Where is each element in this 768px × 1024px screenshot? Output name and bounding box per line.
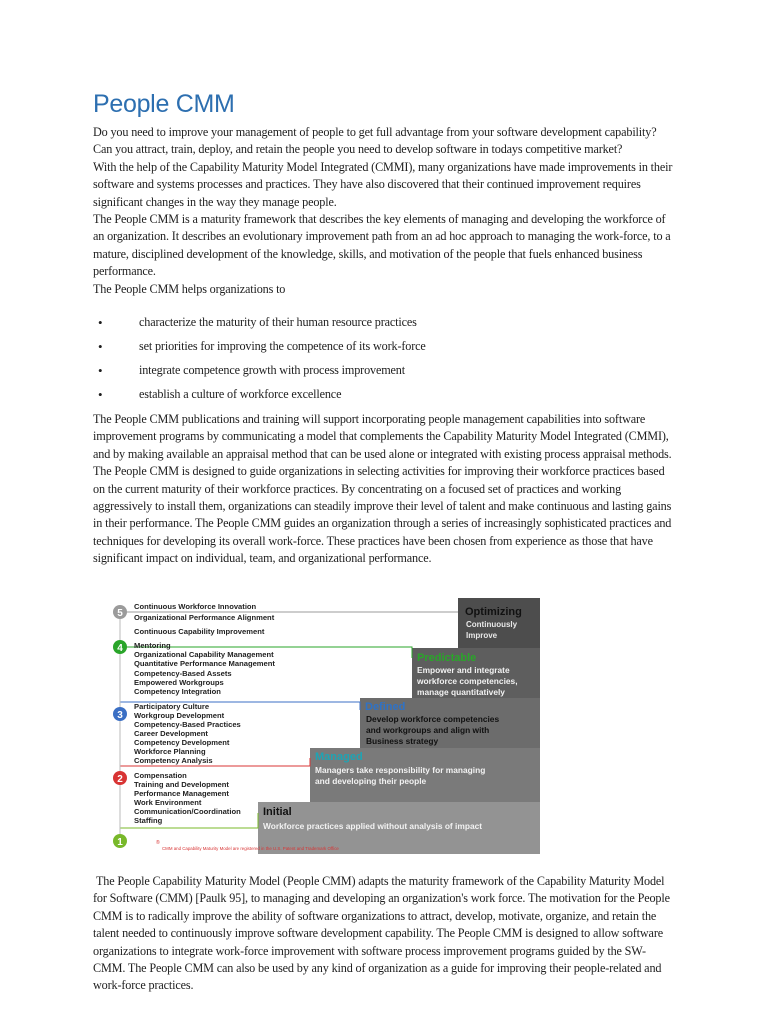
- level-desc: Workforce practices applied without analysis of impact: [263, 821, 483, 831]
- practice-item: Empowered Workgroups: [134, 678, 224, 687]
- practice-item: Work Environment: [134, 798, 202, 807]
- bullet-item: • establish a culture of workforce excellence: [93, 386, 673, 410]
- practice-item: Training and Development: [134, 780, 229, 789]
- practice-item: Mentoring: [134, 641, 171, 650]
- practice-item: Performance Management: [134, 789, 229, 798]
- paragraph: The People CMM is designed to guide organizations in selecting activities for improving their workforce practices based on the current maturity of their workforce practices. By concentrating on a focused set of practices and working aggressively to install them, organizations can steadily improve their level of talent and make continuous and lasting gains in their performance. The People CMM guides an organization through a series of increasingly sophisticated practices and techniques for developing its overall work-force. These practices have been chosen from experience as those that have significant impact on individual, team, and organizational performance.: [93, 464, 672, 566]
- bullet-item: • integrate competence growth with process improvement: [93, 362, 673, 386]
- svg-text:3: 3: [117, 710, 123, 721]
- practice-item: Organizational Performance Alignment: [134, 613, 275, 622]
- bullet-item: • set priorities for improving the competence of its work-force: [93, 338, 673, 362]
- svg-text:4: 4: [117, 643, 123, 654]
- intro-text: [93, 124, 675, 298]
- paragraph: The People CMM is a maturity framework that describes the key elements of managing and developing the workforce of an organization. It describes an evolutionary improvement path from an ad hoc approach to managing the work-force, to a mature, disciplined development of the knowledge, skills, and motivation of the people that fuels enhanced business performance.: [93, 212, 671, 279]
- level-name-predictable: Predictable: [417, 652, 477, 664]
- practice-item: Competency Development: [134, 738, 230, 747]
- footnote-mark: ®: [156, 840, 160, 846]
- practice-item: Career Development: [134, 729, 208, 738]
- practice-item: Participatory Culture: [134, 702, 210, 711]
- svg-text:5: 5: [117, 608, 123, 619]
- practice-item: Continuous Capability Improvement: [134, 627, 265, 636]
- practice-item: Compensation: [134, 771, 187, 780]
- svg-text:2: 2: [117, 774, 123, 785]
- level-badge-4: [113, 640, 127, 654]
- paragraph: The People CMM publications and training will support incorporating people management capabilities into software improvement programs by communicating a model that complements the Capability Maturity Model Integrated (CMMI), and by making available an appraisal method that can be used alone or integrated with existing process appraisal methods.: [93, 412, 672, 461]
- level-desc: Develop workforce competencies: [366, 714, 500, 724]
- level-badge-2: [113, 771, 127, 785]
- level-desc: Empower and integrate: [417, 665, 510, 675]
- paragraph: The People CMM helps organizations to: [93, 281, 286, 296]
- practice-item: Communication/Coordination: [134, 807, 241, 816]
- practice-item: Competency-Based Assets: [134, 669, 232, 678]
- practice-item: Competency-Based Practices: [134, 720, 241, 729]
- practice-item: Workgroup Development: [134, 711, 225, 720]
- maturity-diagram: [110, 598, 540, 854]
- svg-text:1: 1: [117, 837, 123, 848]
- level-desc: and workgroups and align with: [366, 725, 490, 735]
- bullet-list: [93, 314, 673, 410]
- level-desc: Improve: [466, 631, 498, 640]
- level-desc: Business strategy: [366, 736, 439, 746]
- paragraph: With the help of the Capability Maturity Model Integrated (CMMI), many organizations have made improvements in their software and systems processes and practices. They have also discovered that their continued improvement requires significant changes in the way they manage people.: [93, 159, 673, 209]
- level-desc: Continuously: [466, 620, 518, 629]
- practice-item: Staffing: [134, 816, 163, 825]
- maturity-diagram-svg: [110, 598, 540, 854]
- paragraph: Can you attract, train, deploy, and retain the people you need to develop software in todays competitive market?: [93, 142, 623, 157]
- practice-item: Competency Integration: [134, 687, 221, 696]
- level-desc: and developing their people: [315, 776, 427, 786]
- practice-item: Continuous Workforce Innovation: [134, 602, 257, 611]
- level-name-managed: Managed: [315, 751, 363, 763]
- level-desc: Managers take responsibility for managing: [315, 765, 486, 775]
- level-badge-1: [113, 834, 127, 848]
- level-badge-5: [113, 605, 127, 619]
- diagram-footnote: CMM and Capability Maturity Model are registered in the U.S. Patent and Trademark Office: [162, 846, 339, 851]
- practice-item: Quantitative Performance Management: [134, 659, 275, 668]
- level-name-initial: Initial: [263, 806, 292, 818]
- level-desc: manage quantitatively: [417, 687, 505, 697]
- paragraph: Do you need to improve your management of people to get full advantage from your software development capability?: [93, 125, 657, 139]
- middle-text: [93, 411, 675, 568]
- bullet-item: • characterize the maturity of their human resource practices: [93, 314, 673, 338]
- closing-text: [93, 873, 675, 995]
- level-badge-3: [113, 707, 127, 721]
- practice-item: Competency Analysis: [134, 756, 213, 765]
- level-desc: workforce competencies,: [417, 676, 518, 686]
- practice-item: Organizational Capability Management: [134, 650, 274, 659]
- paragraph: The People Capability Maturity Model (People CMM) adapts the maturity framework of the Capability Maturity Model for Software (CMM) [Paulk 95], to managing and developing an organization's work force. The motivation for the People CMM is to radically improve the ability of software organizations to attract, develop, motivate, organize, and retain the talent needed to continuously improve software development capability. The People CMM is designed to allow software organizations to integrate work-force improvement with software process improvement programs guided by the SW-CMM. The People CMM can also be used by any kind of organization as a guide for improving their people-related and work-force practices.: [93, 874, 670, 993]
- level-name-optimizing: Optimizing: [465, 606, 522, 618]
- practice-item: Workforce Planning: [134, 747, 206, 756]
- page-title: People CMM: [93, 90, 235, 118]
- level-name-defined: Defined: [365, 701, 406, 713]
